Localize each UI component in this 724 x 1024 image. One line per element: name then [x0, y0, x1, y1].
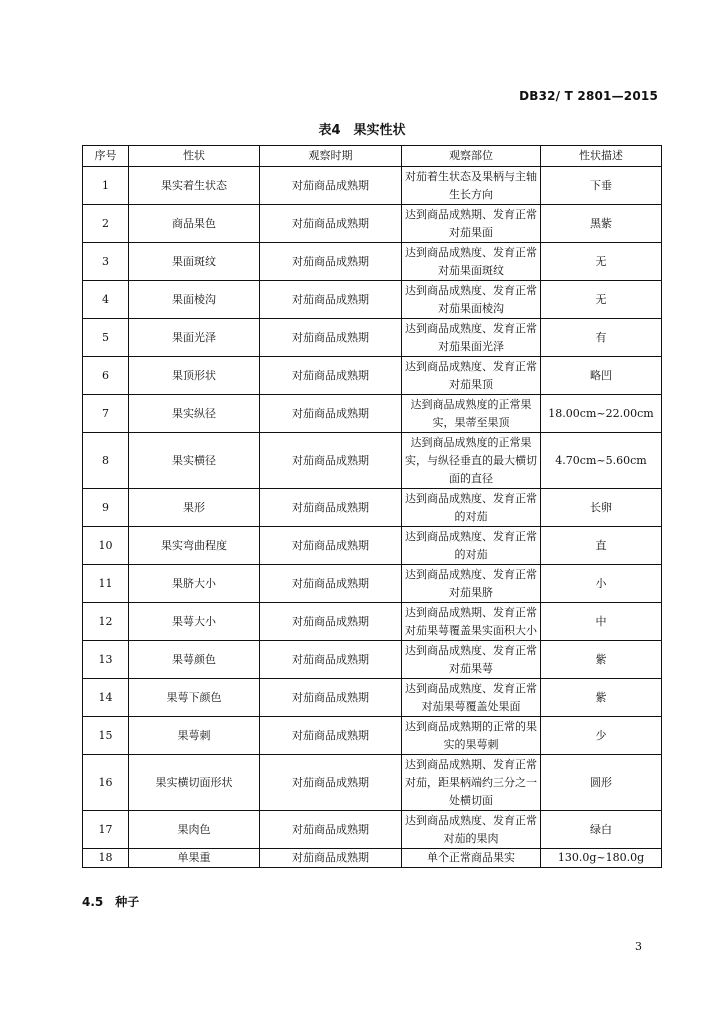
table-row	[83, 395, 662, 433]
table-row	[83, 281, 662, 319]
cell-no: 14	[83, 679, 129, 717]
col-header-trait: 性状	[129, 146, 260, 167]
cell-part: 达到商品成熟度、发育正常对茄果顶	[402, 357, 541, 395]
cell-no: 12	[83, 603, 129, 641]
cell-period: 对茄商品成熟期	[260, 527, 402, 565]
cell-no: 17	[83, 811, 129, 849]
cell-trait: 果面光泽	[129, 319, 260, 357]
cell-trait: 果实横切面形状	[129, 755, 260, 811]
cell-part: 达到商品成熟期的正常的果实的果萼刺	[402, 717, 541, 755]
cell-trait: 果面斑纹	[129, 243, 260, 281]
cell-no: 11	[83, 565, 129, 603]
cell-desc: 少	[541, 717, 662, 755]
cell-part: 达到商品成熟期、发育正常对茄，距果柄端约三分之一处横切面	[402, 755, 541, 811]
cell-part: 达到商品成熟度、发育正常对茄果萼	[402, 641, 541, 679]
cell-trait: 果肉色	[129, 811, 260, 849]
cell-desc: 黑紫	[541, 205, 662, 243]
cell-trait: 果萼颜色	[129, 641, 260, 679]
cell-desc: 紫	[541, 679, 662, 717]
cell-period: 对茄商品成熟期	[260, 281, 402, 319]
cell-trait: 果实纵径	[129, 395, 260, 433]
col-header-period: 观察时期	[260, 146, 402, 167]
cell-period: 对茄商品成熟期	[260, 243, 402, 281]
cell-period: 对茄商品成熟期	[260, 433, 402, 489]
cell-desc: 130.0g~180.0g	[541, 849, 662, 868]
cell-period: 对茄商品成熟期	[260, 395, 402, 433]
cell-trait: 果萼下颜色	[129, 679, 260, 717]
cell-part: 对茄着生状态及果柄与主轴生长方向	[402, 167, 541, 205]
page-number: 3	[635, 940, 642, 953]
cell-period: 对茄商品成熟期	[260, 357, 402, 395]
cell-trait: 果脐大小	[129, 565, 260, 603]
cell-part: 达到商品成熟度、发育正常对茄果面棱沟	[402, 281, 541, 319]
cell-part: 达到商品成熟期、发育正常对茄果萼覆盖果实面积大小	[402, 603, 541, 641]
table-row	[83, 167, 662, 205]
cell-period: 对茄商品成熟期	[260, 205, 402, 243]
cell-trait: 果萼刺	[129, 717, 260, 755]
table-header-row	[83, 146, 662, 167]
cell-part: 达到商品成熟度、发育正常对茄果脐	[402, 565, 541, 603]
table-row	[83, 319, 662, 357]
cell-part: 达到商品成熟度、发育正常的对茄	[402, 489, 541, 527]
cell-period: 对茄商品成熟期	[260, 603, 402, 641]
cell-desc: 有	[541, 319, 662, 357]
cell-no: 8	[83, 433, 129, 489]
cell-no: 2	[83, 205, 129, 243]
cell-no: 6	[83, 357, 129, 395]
table-row	[83, 205, 662, 243]
table-row	[83, 849, 662, 868]
table-row	[83, 433, 662, 489]
cell-desc: 小	[541, 565, 662, 603]
cell-trait: 果萼大小	[129, 603, 260, 641]
cell-desc: 直	[541, 527, 662, 565]
cell-desc: 下垂	[541, 167, 662, 205]
cell-part: 达到商品成熟期、发育正常对茄果面	[402, 205, 541, 243]
cell-trait: 商品果色	[129, 205, 260, 243]
col-header-desc: 性状描述	[541, 146, 662, 167]
cell-period: 对茄商品成熟期	[260, 755, 402, 811]
cell-desc: 无	[541, 281, 662, 319]
cell-trait: 果顶形状	[129, 357, 260, 395]
table-row	[83, 641, 662, 679]
cell-period: 对茄商品成熟期	[260, 811, 402, 849]
cell-period: 对茄商品成熟期	[260, 319, 402, 357]
cell-no: 16	[83, 755, 129, 811]
cell-no: 1	[83, 167, 129, 205]
table-row	[83, 527, 662, 565]
cell-part: 达到商品成熟度的正常果实，与纵径垂直的最大横切面的直径	[402, 433, 541, 489]
cell-period: 对茄商品成熟期	[260, 717, 402, 755]
cell-period: 对茄商品成熟期	[260, 489, 402, 527]
cell-part: 达到商品成熟度、发育正常对茄果面斑纹	[402, 243, 541, 281]
document-id: DB32/ T 2801—2015	[519, 89, 658, 103]
table-row	[83, 717, 662, 755]
table-row	[83, 489, 662, 527]
cell-period: 对茄商品成熟期	[260, 565, 402, 603]
cell-part: 达到商品成熟度、发育正常对茄果面光泽	[402, 319, 541, 357]
cell-trait: 果实着生状态	[129, 167, 260, 205]
cell-part: 达到商品成熟度、发育正常的对茄	[402, 527, 541, 565]
cell-trait: 果实横径	[129, 433, 260, 489]
cell-desc: 圆形	[541, 755, 662, 811]
cell-trait: 单果重	[129, 849, 260, 868]
cell-no: 5	[83, 319, 129, 357]
cell-desc: 无	[541, 243, 662, 281]
cell-part: 达到商品成熟度、发育正常对茄果萼覆盖处果面	[402, 679, 541, 717]
cell-no: 4	[83, 281, 129, 319]
cell-trait: 果实弯曲程度	[129, 527, 260, 565]
cell-no: 3	[83, 243, 129, 281]
cell-no: 18	[83, 849, 129, 868]
cell-trait: 果形	[129, 489, 260, 527]
table-row	[83, 603, 662, 641]
col-header-part: 观察部位	[402, 146, 541, 167]
cell-desc: 紫	[541, 641, 662, 679]
cell-period: 对茄商品成熟期	[260, 641, 402, 679]
cell-desc: 长卵	[541, 489, 662, 527]
table-row	[83, 565, 662, 603]
cell-desc: 绿白	[541, 811, 662, 849]
table-row	[83, 811, 662, 849]
cell-desc: 中	[541, 603, 662, 641]
cell-desc: 18.00cm~22.00cm	[541, 395, 662, 433]
cell-period: 对茄商品成熟期	[260, 849, 402, 868]
cell-no: 10	[83, 527, 129, 565]
cell-no: 13	[83, 641, 129, 679]
table-row	[83, 679, 662, 717]
cell-desc: 略凹	[541, 357, 662, 395]
fruit-traits-table-container	[82, 145, 661, 868]
table-row	[83, 243, 662, 281]
table-row	[83, 755, 662, 811]
cell-trait: 果面棱沟	[129, 281, 260, 319]
table-title: 表4 果实性状	[318, 123, 406, 138]
cell-period: 对茄商品成熟期	[260, 679, 402, 717]
cell-no: 7	[83, 395, 129, 433]
cell-period: 对茄商品成熟期	[260, 167, 402, 205]
section-heading: 4.5 种子	[82, 895, 140, 909]
cell-part: 达到商品成熟度的正常果实，果蒂至果顶	[402, 395, 541, 433]
fruit-traits-table	[82, 145, 662, 868]
cell-desc: 4.70cm~5.60cm	[541, 433, 662, 489]
cell-part: 单个正常商品果实	[402, 849, 541, 868]
cell-no: 15	[83, 717, 129, 755]
cell-part: 达到商品成熟度、发育正常对茄的果肉	[402, 811, 541, 849]
col-header-no: 序号	[83, 146, 129, 167]
cell-no: 9	[83, 489, 129, 527]
table-row	[83, 357, 662, 395]
